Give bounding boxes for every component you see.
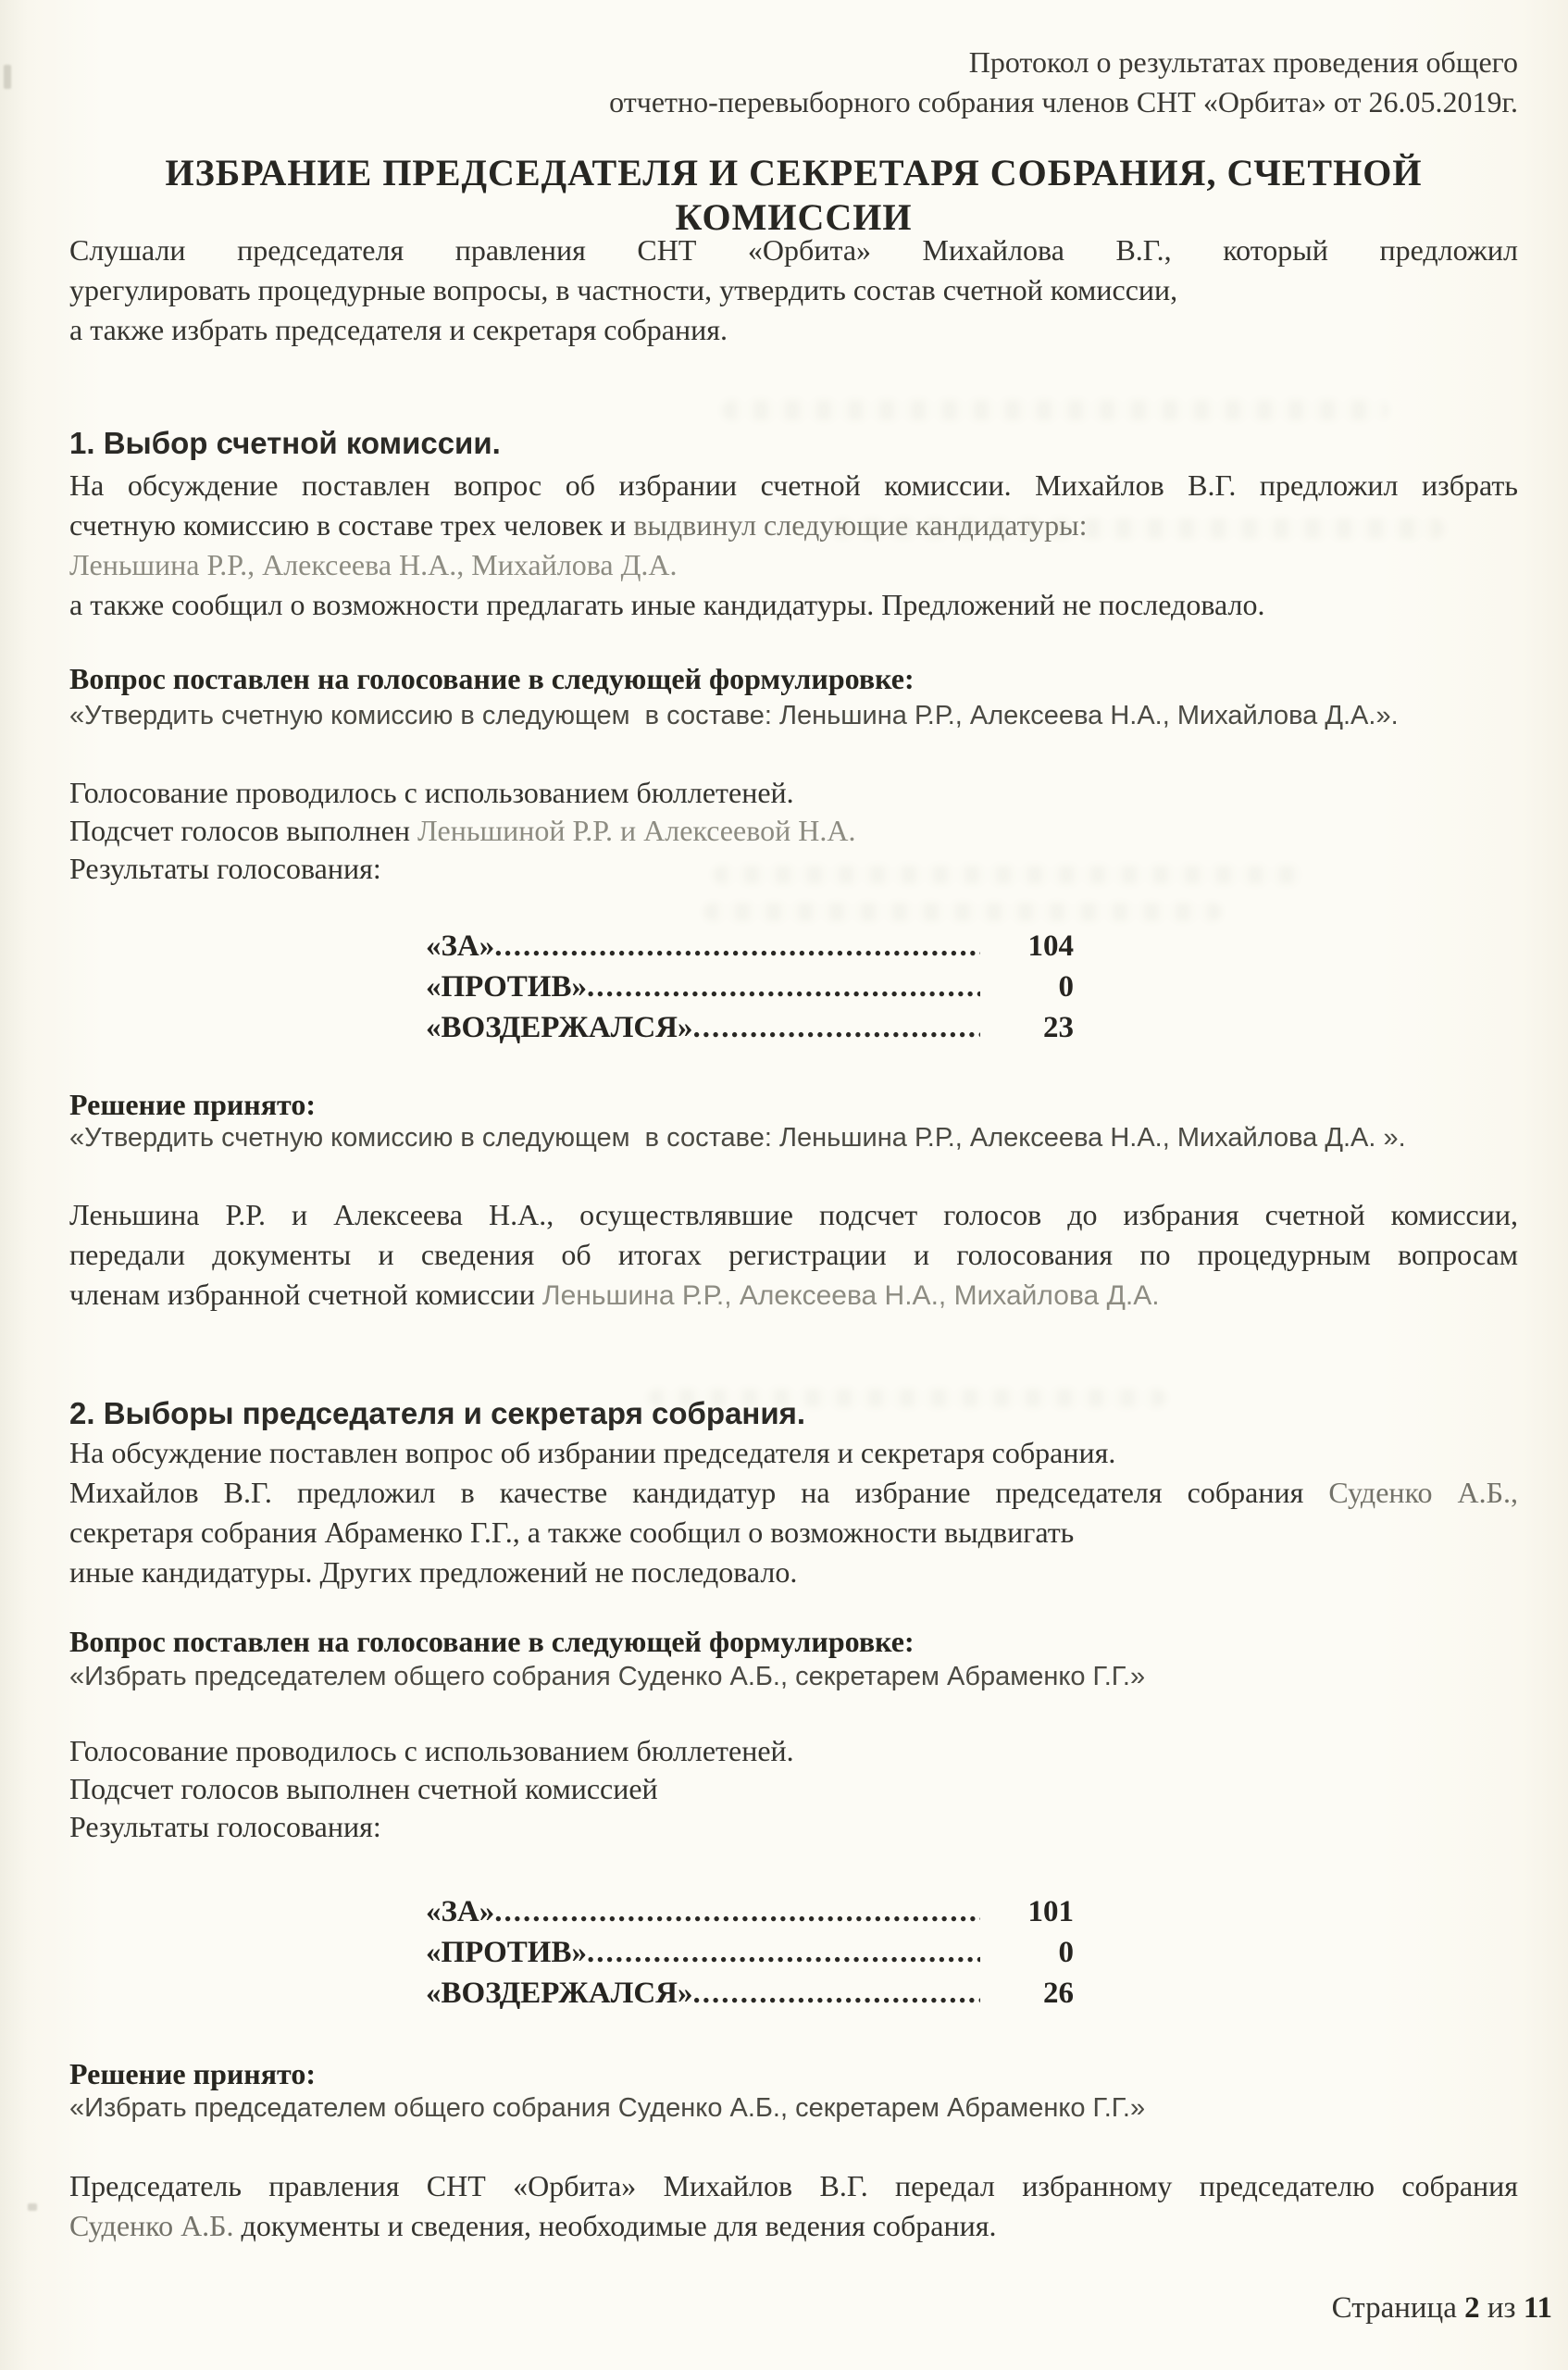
vote-results-block-2: [426, 1891, 1074, 2014]
text-segment: Михайлов В.Г. предложил в качестве кандидатур на избрание председателя собрания: [69, 1476, 1329, 1509]
vote-row-for: [426, 926, 1074, 967]
voting-note-line: [69, 812, 1518, 850]
voting-notes: [69, 774, 1518, 888]
paragraph-line: Слушали председателя правления СНТ «Орбита» Михайлова В.Г., который предложил: [69, 233, 1518, 267]
paragraph-line: Леньшина Р.Р. и Алексеева Н.А., осуществлявшие подсчет голосов до избрания счетной комиссии,: [69, 1198, 1518, 1231]
paragraph-line: [69, 2206, 1518, 2246]
vote-results-block-1: [426, 926, 1074, 1048]
text-segment-faded: Леньшина Р.Р., Алексеева Н.А., Михайлова Д.А.: [541, 1280, 1160, 1311]
vote-row-against: [426, 967, 1074, 1007]
text-segment-faded: Суденко А.Б.,: [1328, 1476, 1519, 1509]
closing-paragraph: [69, 2166, 1518, 2246]
vote-row-abstained: [426, 1007, 1074, 1048]
vote-count: 101: [1027, 1895, 1074, 1928]
paragraph-line: На обсуждение поставлен вопрос об избрании председателя и секретаря собрания.: [69, 1436, 1116, 1469]
dotted-leader: [587, 967, 980, 1007]
total-pages-number: 11: [1523, 2291, 1552, 2325]
vote-question-heading: Вопрос поставлен на голосование в следующей формулировке:: [69, 662, 915, 695]
voting-note-line: Подсчет голосов выполнен счетной комиссией: [69, 1772, 658, 1805]
vote-question-text: «Утвердить счетную комиссию в следующем в составе: Леньшина Р.Р., Алексеева Н.А., Михайлова Д.А.».: [69, 701, 1399, 730]
vote-label: «ВОЗДЕРЖАЛСЯ»: [426, 1011, 693, 1044]
transfer-paragraph: [69, 1195, 1518, 1316]
section-1-paragraph: [69, 466, 1518, 625]
voting-note-line: Голосование проводилось с использованием бюллетеней.: [69, 776, 794, 809]
vote-label: «ПРОТИВ»: [426, 1936, 587, 1969]
dotted-leader: [494, 926, 980, 967]
dotted-leader: [494, 1891, 980, 1932]
decision-text: «Утвердить счетную комиссию в следующем в составе: Леньшина Р.Р., Алексеева Н.А., Михайлова Д.А. ».: [69, 1123, 1406, 1153]
paragraph-line: секретаря собрания Абраменко Г.Г., а также сообщил о возможности выдвигать: [69, 1516, 1075, 1549]
vote-label: «ВОЗДЕРЖАЛСЯ»: [426, 1977, 693, 2010]
paragraph-line: урегулировать процедурные вопросы, в частности, утвердить состав счетной комиссии,: [69, 273, 1178, 306]
paragraph-line: [69, 1473, 1518, 1513]
section-2-heading: 2. Выборы председателя и секретаря собрания.: [69, 1396, 806, 1430]
section-1-heading: 1. Выбор счетной комиссии.: [69, 426, 501, 460]
document-reference-header: [69, 43, 1518, 122]
vote-row-against: [426, 1932, 1074, 1973]
current-page-number: 2: [1464, 2291, 1480, 2325]
paragraph-line: иные кандидатуры. Других предложений не последовало.: [69, 1555, 798, 1589]
scan-speck-artifact: [28, 2203, 37, 2211]
vote-question-text: «Избрать председателем общего собрания Суденко А.Б., секретарем Абраменко Г.Г.»: [69, 1662, 1146, 1691]
vote-label: «ЗА»: [426, 929, 495, 963]
vote-row-for: [426, 1891, 1074, 1932]
candidates-line: Леньшина Р.Р., Алексеева Н.А., Михайлова Д.А.: [69, 548, 678, 581]
voting-notes: [69, 1732, 1518, 1846]
paragraph-line: передали документы и сведения об итогах регистрации и голосования по процедурным вопросам: [69, 1238, 1518, 1271]
reference-line: отчетно-перевыборного собрания членов СНТ «Орбита» от 26.05.2019г.: [609, 85, 1518, 118]
page-number: [1332, 2288, 1552, 2328]
paragraph-line: [69, 1275, 1518, 1316]
dotted-leader: [693, 1007, 980, 1048]
vote-count: 23: [1043, 1011, 1074, 1044]
vote-row-abstained: [426, 1973, 1074, 2014]
intro-paragraph: [69, 231, 1518, 350]
paragraph-line: а также сообщил о возможности предлагать иные кандидатуры. Предложений не последовало.: [69, 588, 1265, 621]
voting-note-line: Результаты голосования:: [69, 1810, 381, 1843]
vote-count: 26: [1043, 1977, 1074, 2010]
text-segment: членам избранной счетной комиссии: [69, 1278, 542, 1311]
vote-count: 0: [1058, 970, 1074, 1004]
vote-label: «ПРОТИВ»: [426, 970, 587, 1004]
text-segment: документы и сведения, необходимые для ведения собрания.: [233, 2209, 997, 2242]
scan-speck-artifact: [4, 65, 11, 89]
text-segment-faded: Леньшиной Р.Р. и Алексеевой Н.А.: [417, 814, 856, 847]
vote-count: 104: [1027, 929, 1074, 963]
dotted-leader: [693, 1973, 980, 2014]
paragraph-line: На обсуждение поставлен вопрос об избрании счетной комиссии. Михайлов В.Г. предложил избрать: [69, 468, 1518, 502]
page-title: ИЗБРАНИЕ ПРЕДСЕДАТЕЛЯ И СЕКРЕТАРЯ СОБРАНИЯ, СЧЕТНОЙ КОМИССИИ: [165, 152, 1423, 238]
paragraph-line: Председатель правления СНТ «Орбита» Михайлов В.Г. передал избранному председателю собрания: [69, 2169, 1518, 2202]
section-2-paragraph: [69, 1433, 1518, 1592]
page-number-separator: из: [1479, 2291, 1524, 2325]
paragraph-line: а также избрать председателя и секретаря собрания.: [69, 313, 728, 346]
vote-label: «ЗА»: [426, 1895, 495, 1928]
text-segment-faded: выдвинул следующие кандидатуры:: [633, 508, 1088, 542]
vote-question-heading: Вопрос поставлен на голосование в следующей формулировке:: [69, 1625, 915, 1658]
decision-heading: Решение принято:: [69, 2057, 316, 2090]
page-number-prefix: Страница: [1331, 2291, 1465, 2325]
paragraph-line: [69, 505, 1518, 545]
decision-text: «Избрать председателем общего собрания Суденко А.Б., секретарем Абраменко Г.Г.»: [69, 2093, 1146, 2123]
vote-count: 0: [1058, 1936, 1074, 1969]
text-segment-faded: Суденко А.Б.: [69, 2209, 234, 2242]
voting-note-line: Результаты голосования:: [69, 852, 381, 885]
text-segment: Подсчет голосов выполнен: [69, 814, 418, 847]
reference-line: Протокол о результатах проведения общего: [968, 45, 1518, 79]
document-content: [69, 0, 1518, 2370]
text-segment: счетную комиссию в составе трех человек и: [69, 508, 634, 542]
decision-heading: Решение принято:: [69, 1088, 316, 1121]
dotted-leader: [587, 1932, 980, 1973]
voting-note-line: Голосование проводилось с использованием бюллетеней.: [69, 1734, 794, 1767]
